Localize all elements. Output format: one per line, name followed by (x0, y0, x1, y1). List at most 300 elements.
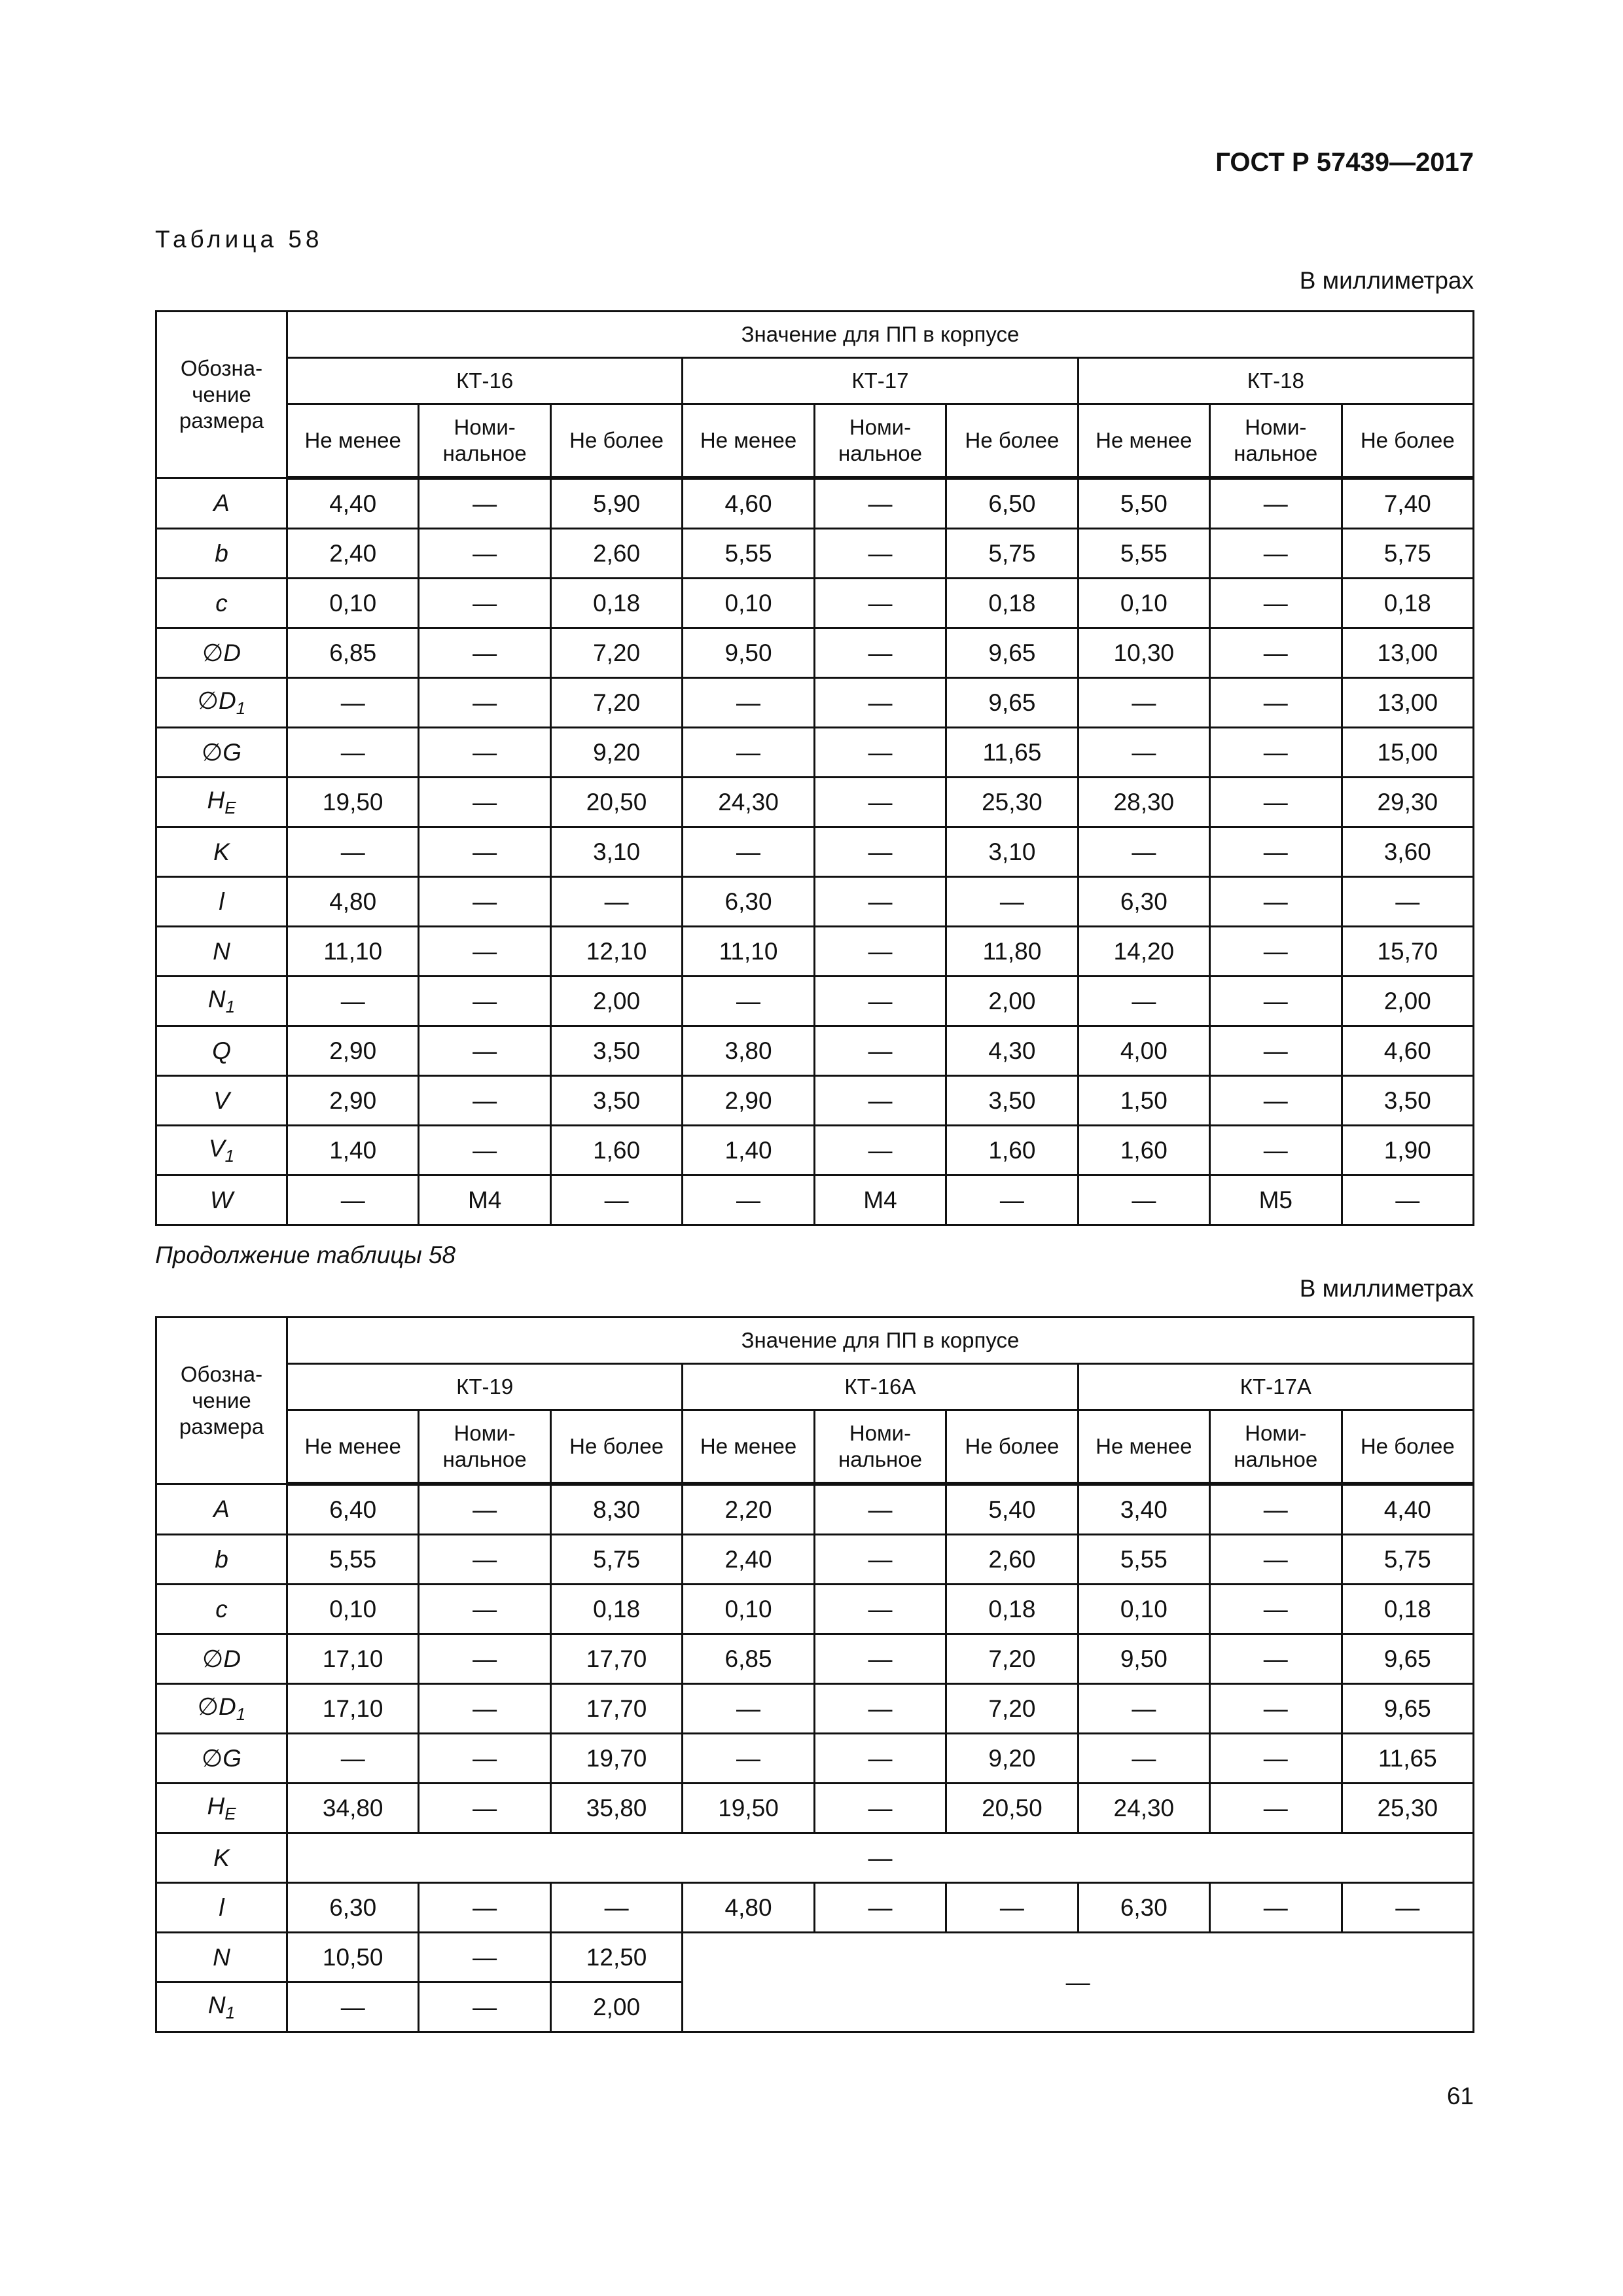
continuation-caption: Продолжение таблицы 58 (155, 1242, 456, 1268)
value-cell: — (1210, 529, 1342, 579)
value-cell: — (814, 678, 946, 728)
table-row (156, 1076, 1474, 1126)
value-cell: 0,18 (550, 1585, 682, 1634)
value-cell: — (1210, 1883, 1342, 1933)
value-cell: 0,18 (1342, 1585, 1474, 1634)
value-cell: — (287, 1734, 419, 1784)
value-cell: 8,30 (550, 1484, 682, 1535)
package-header: КТ-16А (683, 1364, 1078, 1410)
value-cell: 5,55 (1078, 529, 1209, 579)
value-cell: — (814, 529, 946, 579)
value-cell: 7,40 (1342, 478, 1474, 529)
value-cell: — (419, 579, 550, 628)
table-row (156, 1484, 1474, 1535)
value-cell: 11,65 (946, 728, 1078, 778)
value-cell: 5,75 (550, 1535, 682, 1585)
value-cell: 3,10 (946, 827, 1078, 877)
value-cell: — (1210, 827, 1342, 877)
designation-header: Обозна- чение размера (156, 1318, 287, 1484)
value-cell: — (419, 977, 550, 1026)
value-cell: 4,40 (1342, 1484, 1474, 1535)
value-cell: — (1210, 1484, 1342, 1535)
value-cell: — (814, 1883, 946, 1933)
value-cell: — (1342, 1883, 1474, 1933)
value-cell: — (814, 579, 946, 628)
value-cell: 5,55 (683, 529, 814, 579)
value-cell: — (287, 1982, 419, 2032)
value-cell: — (550, 1883, 682, 1933)
designation-symbol: K (213, 838, 230, 865)
designation-subscript: E (224, 1803, 236, 1823)
value-cell: — (419, 827, 550, 877)
value-cell: 9,65 (1342, 1684, 1474, 1734)
value-cell: 2,20 (683, 1484, 814, 1535)
designation-symbol: b (215, 1545, 228, 1573)
value-cell: — (1210, 728, 1342, 778)
value-cell: — (1078, 977, 1209, 1026)
value-cell: — (946, 877, 1078, 927)
value-cell: — (419, 728, 550, 778)
value-cell: — (419, 529, 550, 579)
value-cell: 3,50 (1342, 1076, 1474, 1126)
table-row (156, 827, 1474, 877)
designation-cell (156, 1634, 287, 1684)
value-cell: 15,70 (1342, 927, 1474, 977)
value-cell: — (814, 1076, 946, 1126)
designation-symbol: l (219, 1893, 224, 1921)
value-cell: — (419, 628, 550, 678)
designation-cell (156, 628, 287, 678)
designation-cell (156, 877, 287, 927)
value-cell: 17,10 (287, 1634, 419, 1684)
designation-cell (156, 478, 287, 529)
subheader-cell: Не менее (1078, 404, 1209, 478)
subheader-cell: Не более (946, 1410, 1078, 1484)
package-header: КТ-16 (287, 358, 683, 404)
table-row (156, 1026, 1474, 1076)
designation-cell (156, 1535, 287, 1585)
designation-cell (156, 1585, 287, 1634)
value-cell: 35,80 (550, 1784, 682, 1833)
document-code: ГОСТ Р 57439—2017 (1215, 148, 1474, 177)
value-cell: — (814, 1484, 946, 1535)
value-cell: 2,60 (550, 529, 682, 579)
value-cell: 4,40 (287, 478, 419, 529)
merged-value-cell: — (683, 1933, 1474, 2032)
value-cell: M4 (419, 1175, 550, 1225)
page-number: 61 (1446, 2083, 1474, 2109)
subheader-cell: Номи- нальное (1210, 1410, 1342, 1484)
value-cell: 4,00 (1078, 1026, 1209, 1076)
value-cell: 1,40 (683, 1126, 814, 1175)
value-cell: — (419, 1883, 550, 1933)
value-cell: 14,20 (1078, 927, 1209, 977)
designation-subscript: E (224, 797, 236, 817)
value-cell: — (1210, 1585, 1342, 1634)
value-cell: 10,30 (1078, 628, 1209, 678)
value-cell: 11,10 (683, 927, 814, 977)
value-cell: — (814, 478, 946, 529)
package-header: КТ-17 (683, 358, 1078, 404)
value-cell: 1,60 (550, 1126, 682, 1175)
value-cell: — (419, 678, 550, 728)
table-row (156, 1634, 1474, 1684)
table-row (156, 927, 1474, 977)
value-cell: 0,10 (1078, 1585, 1209, 1634)
value-cell: 0,10 (683, 579, 814, 628)
value-cell: — (683, 827, 814, 877)
value-cell: — (683, 1175, 814, 1225)
value-cell: — (1210, 478, 1342, 529)
table-row (156, 1933, 1474, 1982)
subheader-cell: Номи- нальное (419, 1410, 550, 1484)
value-cell: — (419, 1026, 550, 1076)
table-body (156, 1484, 1474, 2032)
designation-symbol: b (215, 539, 228, 567)
value-cell: — (814, 728, 946, 778)
designation-symbol: A (213, 1495, 230, 1522)
value-cell: 25,30 (1342, 1784, 1474, 1833)
value-cell: — (1078, 827, 1209, 877)
value-cell: 13,00 (1342, 678, 1474, 728)
value-cell: — (814, 1684, 946, 1734)
value-cell: — (419, 1634, 550, 1684)
value-cell: 7,20 (946, 1634, 1078, 1684)
value-cell: — (287, 977, 419, 1026)
value-cell: 17,10 (287, 1684, 419, 1734)
value-cell: — (814, 1585, 946, 1634)
value-cell: 9,20 (550, 728, 682, 778)
designation-cell (156, 678, 287, 728)
value-cell: 24,30 (683, 778, 814, 827)
value-cell: 7,20 (946, 1684, 1078, 1734)
value-cell: — (1210, 628, 1342, 678)
value-cell: — (814, 1126, 946, 1175)
value-cell: 17,70 (550, 1634, 682, 1684)
table-row (156, 1585, 1474, 1634)
subheader-cell: Не менее (1078, 1410, 1209, 1484)
designation-cell (156, 1026, 287, 1076)
group-header: Значение для ПП в корпусе (287, 1318, 1474, 1364)
designation-cell (156, 579, 287, 628)
designation-symbol: Q (212, 1037, 231, 1064)
subheader-cell: Номи- нальное (1210, 404, 1342, 478)
table-row (156, 877, 1474, 927)
dimensions-table-1 (155, 310, 1474, 1226)
value-cell: — (419, 927, 550, 977)
value-cell: — (419, 1933, 550, 1982)
designation-cell (156, 827, 287, 877)
value-cell: 5,75 (946, 529, 1078, 579)
value-cell: 28,30 (1078, 778, 1209, 827)
value-cell: 11,10 (287, 927, 419, 977)
value-cell: — (814, 1634, 946, 1684)
table-row (156, 1535, 1474, 1585)
value-cell: — (1078, 1684, 1209, 1734)
designation-cell (156, 1784, 287, 1833)
package-header: КТ-18 (1078, 358, 1473, 404)
value-cell: — (1342, 1175, 1474, 1225)
value-cell: — (814, 1734, 946, 1784)
designation-cell (156, 977, 287, 1026)
value-cell: 1,90 (1342, 1126, 1474, 1175)
group-header: Значение для ПП в корпусе (287, 312, 1474, 358)
value-cell: — (1078, 1175, 1209, 1225)
value-cell: — (1210, 579, 1342, 628)
value-cell: 15,00 (1342, 728, 1474, 778)
designation-cell (156, 529, 287, 579)
designation-symbol: H (207, 786, 225, 814)
value-cell: 6,30 (287, 1883, 419, 1933)
value-cell: 34,80 (287, 1784, 419, 1833)
designation-symbol: c (215, 1595, 228, 1623)
value-cell: 2,00 (1342, 977, 1474, 1026)
merged-value-cell: — (287, 1833, 1474, 1883)
value-cell: — (419, 1982, 550, 2032)
value-cell: — (683, 728, 814, 778)
designation-subscript: 1 (225, 996, 236, 1016)
designation-cell (156, 1833, 287, 1883)
table-row (156, 478, 1474, 529)
value-cell: — (419, 1684, 550, 1734)
value-cell: 9,65 (1342, 1634, 1474, 1684)
table-row (156, 1784, 1474, 1833)
value-cell: — (1210, 1684, 1342, 1734)
designation-cell (156, 1734, 287, 1784)
value-cell: 2,00 (550, 977, 682, 1026)
value-cell: — (814, 1784, 946, 1833)
value-cell: 0,10 (287, 1585, 419, 1634)
designation-subscript: 1 (225, 2002, 236, 2022)
value-cell: 3,50 (550, 1026, 682, 1076)
value-cell: 4,30 (946, 1026, 1078, 1076)
value-cell: — (1210, 1634, 1342, 1684)
value-cell: 5,75 (1342, 529, 1474, 579)
table-row (156, 778, 1474, 827)
value-cell: — (814, 628, 946, 678)
value-cell: — (946, 1175, 1078, 1225)
value-cell: 3,50 (550, 1076, 682, 1126)
value-cell: 20,50 (550, 778, 682, 827)
value-cell: — (1210, 1076, 1342, 1126)
designation-cell (156, 1126, 287, 1175)
value-cell: — (419, 1076, 550, 1126)
value-cell: 3,40 (1078, 1484, 1209, 1535)
value-cell: M5 (1210, 1175, 1342, 1225)
value-cell: — (1078, 728, 1209, 778)
value-cell: — (1210, 678, 1342, 728)
value-cell: 5,50 (1078, 478, 1209, 529)
designation-cell (156, 1684, 287, 1734)
value-cell: — (1210, 977, 1342, 1026)
subheader-cell: Не более (550, 1410, 682, 1484)
designation-cell (156, 1933, 287, 1982)
value-cell: — (814, 977, 946, 1026)
value-cell: — (419, 1484, 550, 1535)
value-cell: — (1210, 1734, 1342, 1784)
value-cell: 0,10 (683, 1585, 814, 1634)
value-cell: — (814, 1535, 946, 1585)
subheader-cell: Не менее (683, 404, 814, 478)
designation-cell (156, 728, 287, 778)
value-cell: 19,50 (683, 1784, 814, 1833)
table-row (156, 678, 1474, 728)
designation-symbol: ∅D (197, 687, 236, 714)
value-cell: — (550, 1175, 682, 1225)
designation-cell (156, 1883, 287, 1933)
value-cell: — (287, 1175, 419, 1225)
value-cell: 0,18 (550, 579, 682, 628)
value-cell: — (1210, 877, 1342, 927)
value-cell: — (1078, 678, 1209, 728)
value-cell: — (1210, 1784, 1342, 1833)
value-cell: — (419, 478, 550, 529)
value-cell: — (683, 678, 814, 728)
designation-subscript: 1 (236, 1704, 246, 1724)
value-cell: 2,60 (946, 1535, 1078, 1585)
designation-symbol: A (213, 489, 230, 516)
value-cell: 24,30 (1078, 1784, 1209, 1833)
designation-symbol: N (207, 1991, 226, 2018)
designation-symbol: N (207, 985, 226, 1013)
value-cell: — (946, 1883, 1078, 1933)
value-cell: 9,50 (683, 628, 814, 678)
value-cell: 9,65 (946, 628, 1078, 678)
package-header: КТ-19 (287, 1364, 683, 1410)
value-cell: — (1078, 1734, 1209, 1784)
value-cell: — (419, 1734, 550, 1784)
value-cell: — (1210, 1026, 1342, 1076)
designation-symbol: K (213, 1844, 230, 1871)
subheader-cell: Номи- нальное (814, 1410, 946, 1484)
value-cell: 6,30 (1078, 1883, 1209, 1933)
value-cell: 20,50 (946, 1784, 1078, 1833)
value-cell: 6,85 (683, 1634, 814, 1684)
value-cell: 5,40 (946, 1484, 1078, 1535)
value-cell: — (419, 1585, 550, 1634)
value-cell: — (419, 1126, 550, 1175)
subheader-cell: Номи- нальное (814, 404, 946, 478)
designation-symbol: V (208, 1134, 225, 1162)
designation-header: Обозна- чение размера (156, 312, 287, 478)
value-cell: 11,65 (1342, 1734, 1474, 1784)
designation-symbol: ∅D (197, 1693, 236, 1720)
value-cell: 5,55 (1078, 1535, 1209, 1585)
value-cell: — (683, 977, 814, 1026)
value-cell: 12,10 (550, 927, 682, 977)
value-cell: 1,60 (1078, 1126, 1209, 1175)
subheader-row (156, 404, 1474, 478)
table-row (156, 1883, 1474, 1933)
value-cell: — (287, 728, 419, 778)
value-cell: 3,80 (683, 1026, 814, 1076)
designation-cell (156, 1076, 287, 1126)
value-cell: 2,90 (683, 1076, 814, 1126)
designation-symbol: c (215, 589, 228, 617)
designation-symbol: ∅G (201, 1745, 241, 1772)
subheader-cell: Не менее (287, 404, 419, 478)
designation-cell (156, 1175, 287, 1225)
package-header: КТ-17А (1078, 1364, 1473, 1410)
subheader-cell: Не менее (683, 1410, 814, 1484)
value-cell: 3,50 (946, 1076, 1078, 1126)
value-cell: 1,40 (287, 1126, 419, 1175)
value-cell: 4,60 (683, 478, 814, 529)
value-cell: — (683, 1684, 814, 1734)
value-cell: 7,20 (550, 628, 682, 678)
value-cell: 25,30 (946, 778, 1078, 827)
value-cell: 19,70 (550, 1734, 682, 1784)
value-cell: 6,30 (1078, 877, 1209, 927)
value-cell: — (1210, 1535, 1342, 1585)
table-row (156, 1684, 1474, 1734)
value-cell: — (1342, 877, 1474, 927)
value-cell: 2,00 (946, 977, 1078, 1026)
value-cell: — (287, 827, 419, 877)
subheader-cell: Не более (1342, 404, 1474, 478)
value-cell: — (1210, 778, 1342, 827)
value-cell: — (1210, 927, 1342, 977)
value-cell: 2,40 (287, 529, 419, 579)
value-cell: — (419, 1535, 550, 1585)
table-row (156, 628, 1474, 678)
value-cell: 12,50 (550, 1933, 682, 1982)
designation-symbol: W (210, 1186, 233, 1213)
value-cell: — (1210, 1126, 1342, 1175)
table-row (156, 1833, 1474, 1883)
value-cell: — (550, 877, 682, 927)
value-cell: 0,10 (287, 579, 419, 628)
value-cell: 19,50 (287, 778, 419, 827)
value-cell: — (683, 1734, 814, 1784)
dimensions-table-2 (155, 1316, 1474, 2033)
designation-cell (156, 927, 287, 977)
value-cell: 6,85 (287, 628, 419, 678)
value-cell: 2,00 (550, 1982, 682, 2032)
value-cell: 2,90 (287, 1076, 419, 1126)
subheader-row (156, 1410, 1474, 1484)
subheader-cell: Номи- нальное (419, 404, 550, 478)
value-cell: — (814, 1026, 946, 1076)
table-row (156, 529, 1474, 579)
value-cell: 5,55 (287, 1535, 419, 1585)
value-cell: 4,80 (683, 1883, 814, 1933)
value-cell: — (419, 877, 550, 927)
value-cell: — (419, 778, 550, 827)
table-row (156, 1126, 1474, 1175)
value-cell: 2,90 (287, 1026, 419, 1076)
value-cell: 5,90 (550, 478, 682, 529)
subheader-cell: Не более (550, 404, 682, 478)
value-cell: — (419, 1784, 550, 1833)
designation-cell (156, 778, 287, 827)
table-caption: Таблица 58 (155, 226, 323, 253)
designation-symbol: N (213, 1943, 230, 1971)
value-cell: — (814, 827, 946, 877)
table-row (156, 579, 1474, 628)
table-row (156, 977, 1474, 1026)
value-cell: 1,50 (1078, 1076, 1209, 1126)
value-cell: 6,30 (683, 877, 814, 927)
designation-symbol: V (213, 1086, 230, 1114)
value-cell: 7,20 (550, 678, 682, 728)
value-cell: 0,18 (946, 1585, 1078, 1634)
value-cell: 4,60 (1342, 1026, 1474, 1076)
value-cell: 3,10 (550, 827, 682, 877)
value-cell: 10,50 (287, 1933, 419, 1982)
value-cell: 1,60 (946, 1126, 1078, 1175)
unit-label-2: В миллиметрах (1299, 1275, 1474, 1302)
